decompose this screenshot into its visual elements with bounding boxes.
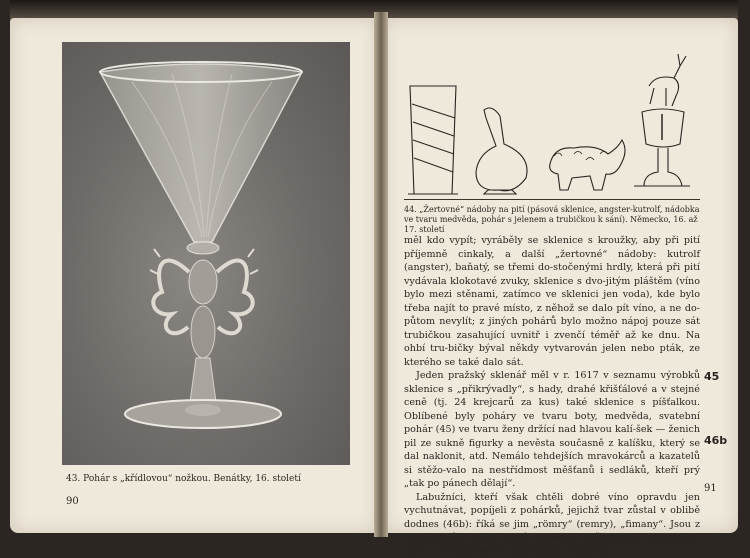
paragraph-2: Jeden pražský sklenář měl v r. 1617 v seznamu výrobků sklenice s „přikrývadly“, s hady, drahé křišťálové a v stejné ceně (tj. 24 krejcarů za kus) také sklenice s píšťalkou. Oblíbené byly poháry ve tvaru boty, medvěda, svatební pohár (45) ve tvaru ženy držící nad hlavou kalí-šek — ženich pil ze sukně figurky a nevěsta současně z kalíšku, který se dal naklonit, atd. Nemálo tehdejších mravokárců a kazatelů si stěžo-valo na nestřídmost měšťanů i sedláků, kteří prý „tak po pánech dělají“. bbox=[404, 369, 700, 491]
page-number-left: 90 bbox=[66, 496, 79, 507]
paragraph-3: Labužníci, kteří však chtěli dobré víno opravdu jen vychutnávat, popíjeli z pohárků, jejichž tvar zůstal v oblibě dodnes (46b): říká se jim „römry“ (remry), „fimany“. Jsou z nazelenalého skla, mají vysokou, kuželovitou, projmutou nohu, vroubkovanou i pupíkatou, a půlvej- bbox=[404, 491, 700, 558]
stag-goblet bbox=[634, 54, 690, 186]
goblet-photograph bbox=[62, 42, 350, 465]
page-number-right: 91 bbox=[704, 483, 717, 494]
joke-vessels-drawing bbox=[404, 44, 704, 196]
figure-43-caption: 43. Pohár s „křídlovou“ nožkou. Benátky, 16. století bbox=[66, 474, 346, 485]
banded-beaker bbox=[408, 86, 458, 194]
margin-reference-46b: 46b bbox=[704, 434, 727, 447]
margin-reference-45: 45 bbox=[704, 370, 719, 383]
caption-rule bbox=[404, 199, 700, 200]
angster-kutrolf bbox=[476, 108, 527, 194]
body-text bbox=[404, 234, 700, 558]
book-gutter bbox=[374, 12, 388, 537]
bear-vessel bbox=[550, 140, 625, 190]
figure-44-caption: 44. „Žertovné“ nádoby na pití (pásová sklenice, angster-kutrolf, nádobka ve tvaru medvěda, pohár s jelenem a trubičkou k sání). Německo, 16. až 17. století bbox=[404, 205, 700, 235]
winged-goblet-illustration bbox=[62, 42, 350, 465]
paragraph-1: měl kdo vypít; vyráběly se sklenice s kroužky, aby při pití příjemně cinkaly, a další „žertovné“ nádoby: kutrolf (angster), baňatý, se třemi do-stočenými hrdly, která při pití vydávala klokotavé zvuky, sklenice s dvo-jitým pláštěm (víno bylo mezi stěnami, zatímco ve sklenici jen voda), kde bylo třeba najít to pravé místo, z něhož se dalo pít víno, a ne do-půtom nevylít; z jiných pohárů bylo možno nápoj pouze sát trubičkou zasahující uvnitř i zvenčí téměř až ke dnu. Na ohbí tru-bičky býval někdy vytvarován jelen nebo pták, ze kterého se také dalo sát. bbox=[404, 234, 700, 369]
